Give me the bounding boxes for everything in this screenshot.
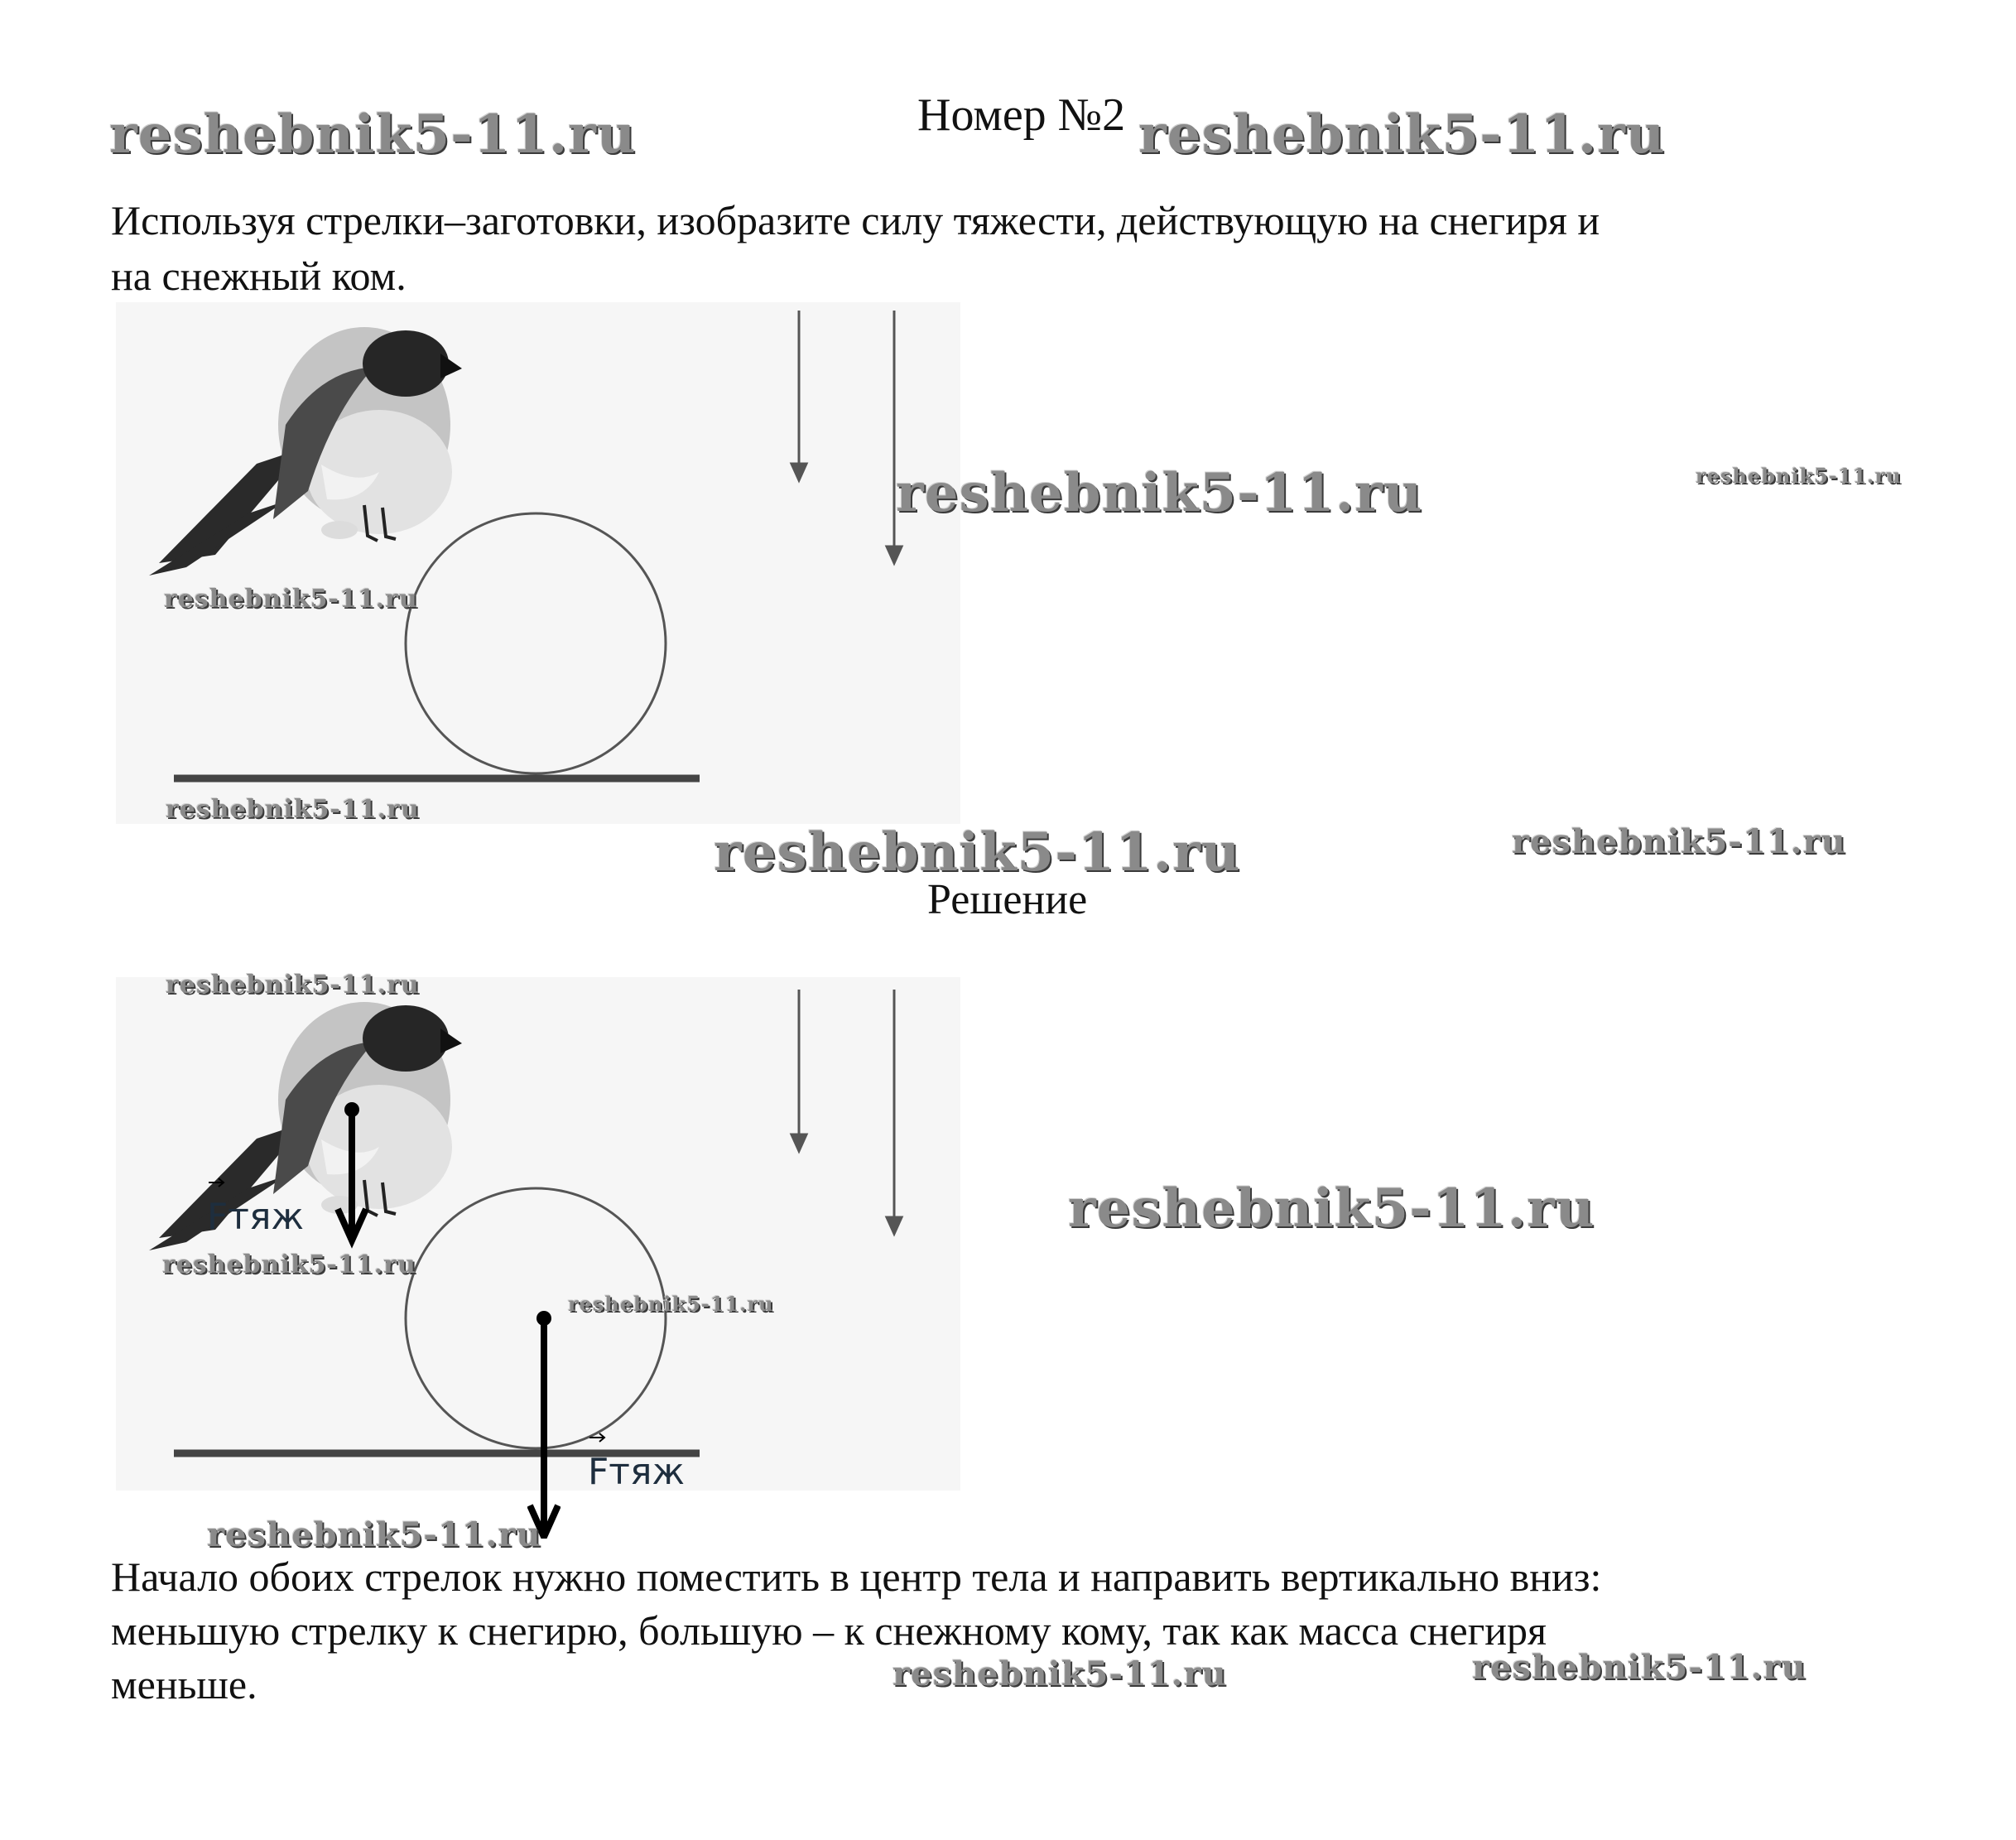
bullfinch-icon (149, 1002, 462, 1250)
task-text-line-2: на снежный ком. (111, 253, 407, 299)
watermark: reshebnik5-11.ru (1068, 1178, 1595, 1240)
bird-force-label (207, 1196, 304, 1238)
task-figure (116, 302, 960, 824)
template-arrow-long (887, 311, 902, 563)
watermark: reshebnik5-11.ru (162, 1250, 416, 1279)
watermark: reshebnik5-11.ru (1696, 464, 1902, 488)
watermark: reshebnik5-11.ru (1472, 1648, 1807, 1687)
template-arrow-short (791, 311, 806, 480)
watermark: reshebnik5-11.ru (714, 821, 1241, 884)
watermark: reshebnik5-11.ru (1138, 104, 1666, 166)
bullfinch-icon (149, 327, 462, 576)
snowball-force-label (588, 1451, 685, 1493)
watermark: reshebnik5-11.ru (568, 1292, 774, 1316)
vector-arrow-icon (589, 1433, 606, 1443)
watermark: reshebnik5-11.ru (164, 585, 418, 614)
vector-arrow-icon (209, 1178, 225, 1187)
watermark: reshebnik5-11.ru (896, 462, 1423, 524)
solution-heading: Решение (927, 876, 1088, 923)
task-text-line-1: Используя стрелки–заготовки, изобразите силу тяжести, действующую на снегиря и (111, 197, 1600, 243)
watermark: reshebnik5-11.ru (166, 795, 420, 824)
snowball (406, 513, 666, 773)
watermark: reshebnik5-11.ru (1512, 822, 1846, 861)
template-arrow-short (791, 990, 806, 1151)
task-figure-drawing (116, 302, 960, 824)
explanation-line-3: меньше. (111, 1661, 257, 1708)
snowball-force-text: Fтяж (588, 1451, 686, 1493)
snowball-gravity-arrow (536, 1311, 551, 1491)
bird-force-text: Fтяж (207, 1196, 305, 1238)
watermark: reshebnik5-11.ru (893, 1655, 1227, 1693)
snowball (406, 1188, 666, 1448)
explanation-line-2: меньшую стрелку к снегирю, большую – к снежному кому, так как масса снегиря (111, 1607, 1547, 1654)
problem-number: Номер №2 (917, 89, 1126, 141)
explanation-line-1: Начало обоих стрелок нужно поместить в центр тела и направить вертикально вниз: (111, 1553, 1602, 1600)
template-arrow-long (887, 990, 902, 1234)
watermark: reshebnik5-11.ru (207, 1515, 541, 1554)
watermark: reshebnik5-11.ru (109, 104, 637, 166)
watermark: reshebnik5-11.ru (166, 971, 420, 999)
